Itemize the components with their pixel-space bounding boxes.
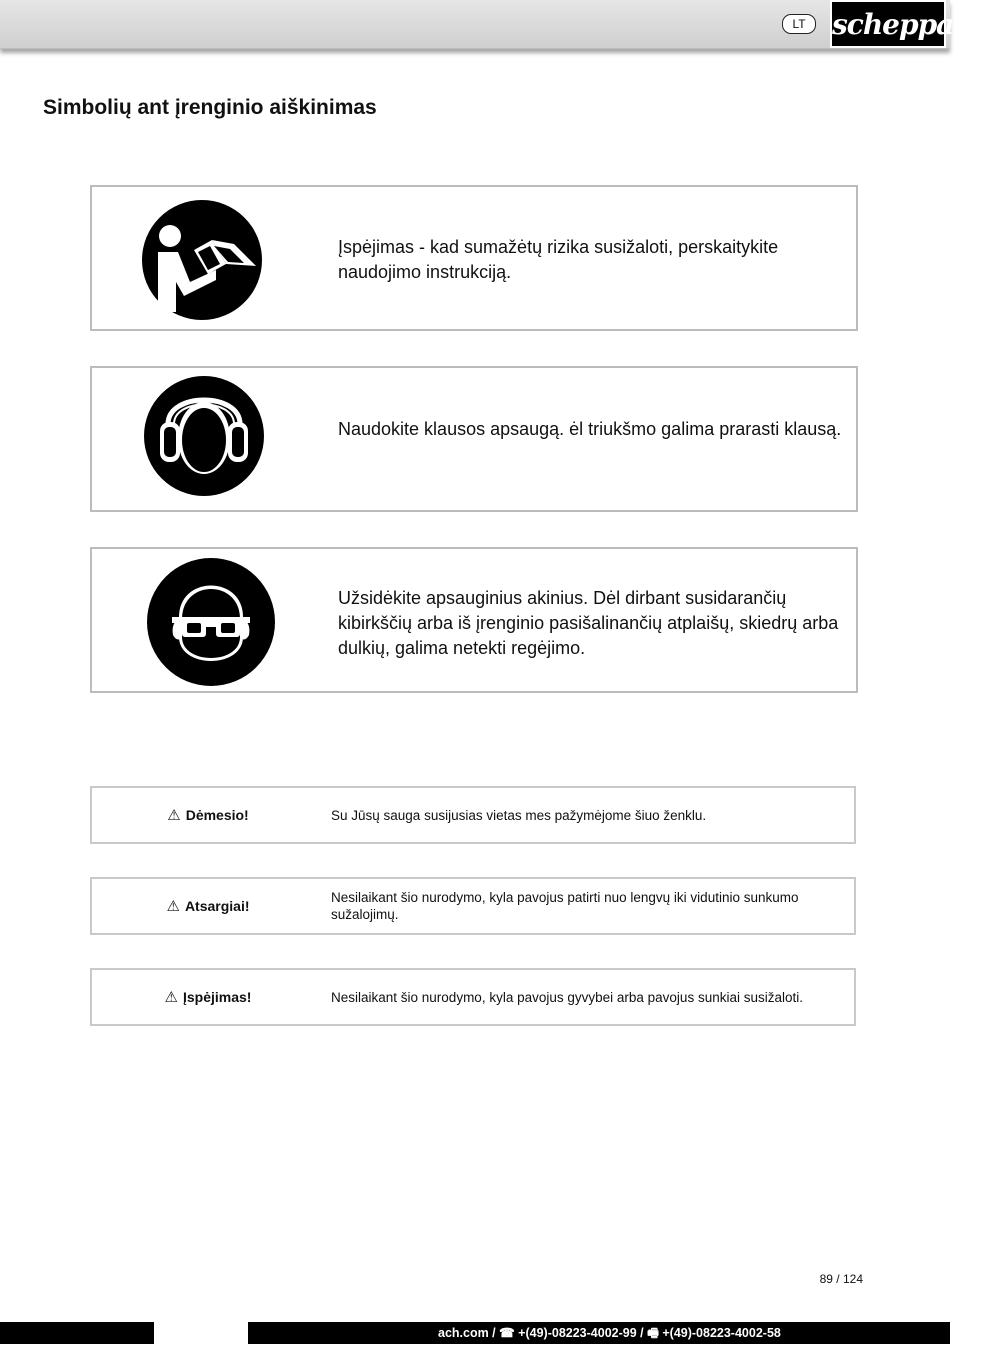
notice-label	[92, 879, 324, 933]
warning-triangle-icon: ⚠	[166, 898, 180, 915]
notice-label-text: Įspėjimas!	[182, 989, 252, 1005]
eye-protection-icon	[146, 557, 276, 687]
notice-warning	[90, 968, 856, 1026]
page-number: 89 / 124	[819, 1272, 863, 1286]
notice-label-text: Dėmesio!	[185, 807, 249, 823]
notice-text: Nesilaikant šio nurodymo, kyla pavojus patirti nuo lengvų iki vidutinio sunkumo sužalojimų.	[331, 890, 799, 922]
warning-triangle-icon: ⚠	[164, 989, 178, 1006]
notice-attention	[90, 786, 856, 844]
symbol-text: Naudokite klausos apsaugą. ėl triukšmo galima prarasti klausą.	[338, 419, 842, 439]
brand-logo: scheppach	[830, 0, 946, 48]
hearing-protection-icon	[144, 376, 264, 496]
read-manual-icon	[142, 200, 262, 320]
footer-contact: ach.com / ☎ +(49)-08223-4002-99 / 🖷 +(49)-08223-4002-58	[438, 1326, 781, 1340]
symbol-box-read-manual	[90, 185, 858, 331]
footer-bar	[0, 1322, 950, 1344]
footer-gap	[154, 1322, 248, 1344]
notice-text: Nesilaikant šio nurodymo, kyla pavojus gyvybei arba pavojus sunkiai susižaloti.	[331, 989, 803, 1005]
symbol-text: Įspėjimas - kad sumažėtų rizika susižaloti, perskaitykite naudojimo instrukciją.	[338, 237, 779, 282]
page-title: Simbolių ant įrenginio aiškinimas	[43, 96, 377, 119]
header-bar	[0, 0, 989, 49]
notice-label	[92, 788, 324, 842]
symbol-text: Užsidėkite apsauginius akinius. Dėl dirbant susidarančių kibirkščių arba iš įrenginio pasišalinančių atplaišų, skiedrų arba dulkių, galima netekti regėjimo.	[338, 588, 839, 658]
notice-text: Su Jūsų sauga susijusias vietas mes pažymėjome šiuo ženklu.	[331, 807, 707, 823]
symbol-box-eye-protection	[90, 547, 858, 693]
symbol-box-hearing-protection	[90, 366, 858, 512]
notice-label	[92, 970, 324, 1024]
notice-caution	[90, 877, 856, 935]
warning-triangle-icon: ⚠	[167, 807, 181, 824]
notice-label-text: Atsargiai!	[184, 898, 250, 914]
language-badge: LT	[782, 14, 816, 34]
